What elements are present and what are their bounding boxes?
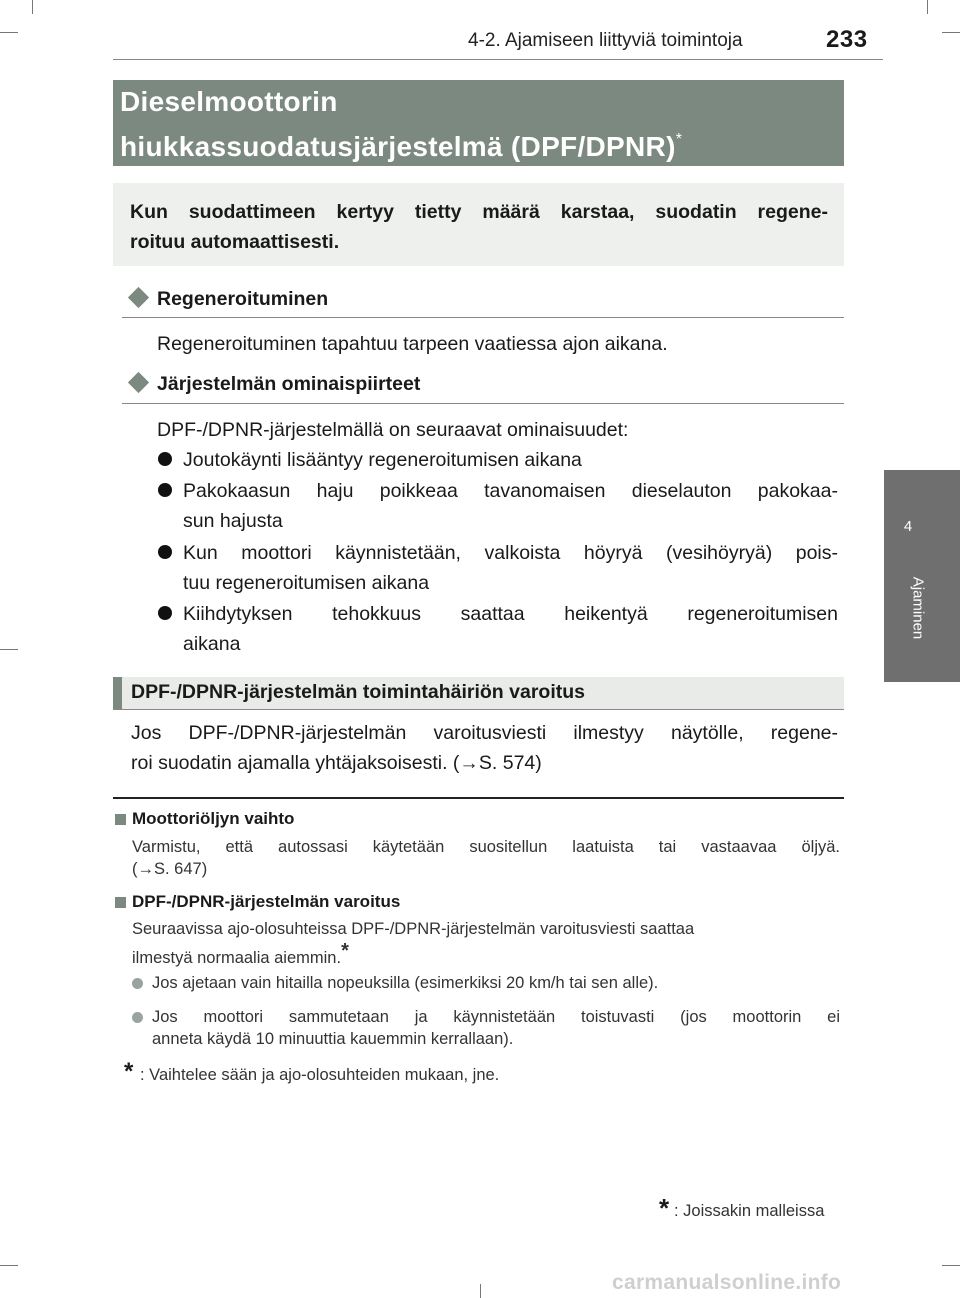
note-dpf-title: DPF-/DPNR-järjestelmän varoitus [132,892,401,911]
feature-item-line: tuu regeneroitumisen aikana [183,572,430,594]
regeneration-title: Regeneroituminen [157,288,329,310]
feature-item-line: Kiihdytyksen tehokkuus saattaa heikentyä regeneroitumisen [183,603,838,625]
title-asterisk: * [675,131,683,148]
section-reference: 4-2. Ajamiseen liittyviä toimintoja [468,30,743,51]
bullet-icon [158,452,172,466]
footer-note: : Joissakin malleissa [674,1202,825,1220]
feature-item [183,599,838,659]
crop-mark [942,1265,960,1266]
crop-mark [0,32,18,33]
warning-line-1: Jos DPF-/DPNR-järjestelmän varoitusviesti ilmestyy näytölle, regene- [131,722,838,744]
asterisk-marker: * [341,940,349,962]
header-rule [113,59,883,60]
crop-mark [0,1265,18,1266]
features-lead: DPF-/DPNR-järjestelmällä on seuraavat ominaisuudet: [157,419,629,441]
feature-item-line: Joutokäynti lisääntyy regeneroitumisen aikana [183,449,582,471]
chapter-number: 4 [903,518,913,535]
note-line: Varmistu, että autossasi käytetään suositellun laatuista tai vastaavaa öljyä. [132,838,840,856]
note-line [132,940,840,969]
bullet-icon [132,1012,143,1023]
asterisk-marker: * [124,1058,134,1085]
bullet-icon [158,545,172,559]
square-bullet-icon [115,814,126,825]
heading-rule [113,709,844,710]
note-dpf-bullet [152,972,840,994]
feature-item [183,445,838,475]
features-title: Järjestelmän ominaispiirteet [157,373,421,395]
asterisk-note: : Vaihtelee sään ja ajo-olosuhteiden mukaan, jne. [140,1066,500,1084]
crop-mark [32,0,33,14]
bullet-icon [132,978,143,989]
subsection-rule [122,317,844,318]
page-number: 233 [826,26,868,53]
notes-divider [113,797,844,799]
note-dpf-bullet [152,1006,840,1050]
heading-accent-bar [113,677,122,709]
title-line-2-text: hiukkassuodatusjärjestelmä (DPF/DPNR) [120,131,676,162]
bullet-icon [158,483,172,497]
note-oil-text [132,836,840,880]
warning-line-2: roi suodatin ajamalla yhtäjaksoisesti. (→S. 574) [131,752,542,774]
feature-item-line: Kun moottori käynnistetään, valkoista höyryä (vesihöyryä) pois- [183,542,838,564]
note-line: Seuraavissa ajo-olosuhteissa DPF-/DPNR-järjestelmän varoitusviesti saattaa [132,920,695,938]
regeneration-text: Regeneroituminen tapahtuu tarpeen vaatiessa ajon aikana. [157,333,668,355]
intro-text [130,197,828,257]
crop-mark [480,1284,481,1298]
crop-mark [0,649,18,650]
page-title [120,83,682,166]
note-line: (→S. 647) [132,860,208,878]
feature-item [183,538,838,598]
diamond-icon [128,372,149,393]
note-line: Jos ajetaan vain hitailla nopeuksilla (esimerkiksi 20 km/h tai sen alle). [152,974,659,992]
subsection-rule [122,403,844,404]
feature-item-line: aikana [183,633,241,655]
note-oil-title: Moottoriöljyn vaihto [132,809,295,828]
square-bullet-icon [115,897,126,908]
note-dpf-text [132,918,840,969]
feature-item-line: Pakokaasun haju poikkeaa tavanomaisen dieselauton pakokaa- [183,480,838,502]
feature-item-line: sun hajusta [183,510,283,532]
asterisk-marker: * [659,1193,670,1223]
warning-heading: DPF-/DPNR-järjestelmän toimintahäiriön varoitus [131,681,585,703]
note-line: anneta käydä 10 minuuttia kauemmin kerrallaan). [152,1030,514,1048]
warning-text [131,718,838,778]
note-line: Jos moottori sammutetaan ja käynnistetään toistuvasti (jos moottorin ei [152,1008,840,1026]
note-line-text: ilmestyä normaalia aiemmin. [132,949,342,967]
intro-line-1: Kun suodattimeen kertyy tietty määrä karstaa, suodatin regene- [130,201,828,223]
watermark: carmanualsonline.info [612,1271,842,1294]
bullet-icon [158,606,172,620]
chapter-title: Ajaminen [909,576,927,640]
crop-mark [942,32,960,33]
crop-mark [927,0,928,14]
intro-line-2: roituu automaattisesti. [130,231,340,253]
title-line-1: Dieselmoottorin [120,86,338,117]
title-line-2 [120,121,682,166]
feature-item [183,476,838,536]
diamond-icon [128,287,149,308]
